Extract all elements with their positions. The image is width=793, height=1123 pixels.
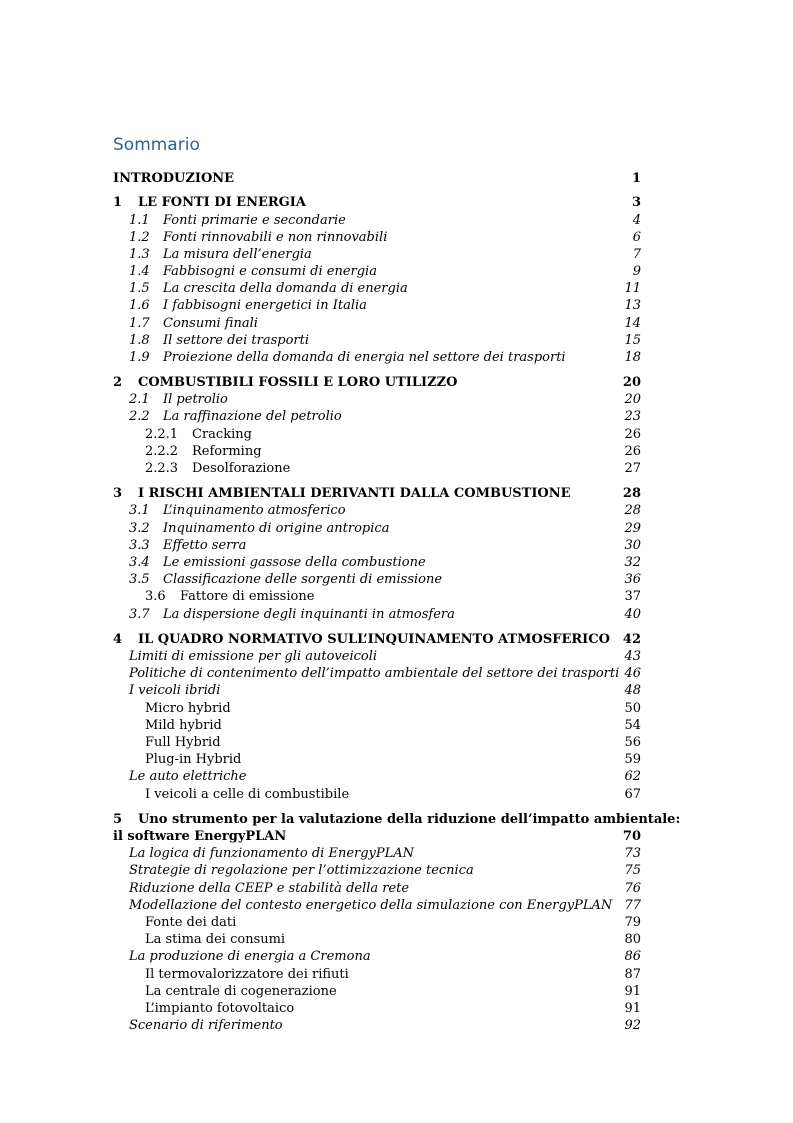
toc-entry-page: 1 [631, 171, 641, 186]
toc-entry-page: 9 [632, 264, 641, 279]
toc-entry-title: La centrale di cogenerazione [145, 984, 337, 999]
toc-entry-page: 62 [624, 769, 641, 784]
toc-entry[interactable] [113, 280, 641, 297]
toc-entry-number: 1.9 [129, 350, 150, 365]
toc-entry-page: 29 [624, 521, 641, 536]
toc-entry-page: 20 [622, 375, 641, 390]
toc-entry-page: 26 [624, 427, 641, 442]
toc-entry-title: Il settore dei trasporti [163, 333, 310, 348]
toc-entry-page: 42 [622, 632, 641, 647]
toc-entry-title: La dispersione degli inquinanti in atmosfera [163, 607, 455, 622]
toc-entry-page: 20 [624, 392, 641, 407]
toc-entry-page: 11 [624, 281, 641, 296]
toc-entry[interactable] [113, 751, 641, 768]
toc-entry-title: Limiti di emissione per gli autoveicoli [129, 649, 378, 664]
toc-entry[interactable] [113, 1017, 641, 1034]
toc-entry[interactable] [113, 717, 641, 734]
toc-entry-title: Desolforazione [192, 461, 291, 476]
toc-entry[interactable] [113, 700, 641, 717]
toc-entry-page: 43 [624, 649, 641, 664]
toc-entry[interactable] [113, 931, 641, 948]
toc-entry-page: 86 [624, 949, 641, 964]
toc-entry[interactable] [113, 443, 641, 460]
toc-entry[interactable] [113, 897, 641, 914]
toc-entry-title: I veicoli a celle di combustibile [145, 787, 350, 802]
toc-entry-page: 50 [624, 701, 641, 716]
toc-entry-title: LE FONTI DI ENERGIA [138, 195, 306, 210]
toc-entry[interactable] [113, 194, 641, 211]
toc-entry-number: 2.2.3 [145, 461, 179, 476]
toc-entry-title: IL QUADRO NORMATIVO SULL’INQUINAMENTO ATMOSFERICO [138, 632, 610, 647]
toc-entry-number: 1.1 [129, 213, 150, 228]
toc-entry-title: COMBUSTIBILI FOSSILI E LORO UTILIZZO [138, 375, 458, 390]
toc-entry[interactable] [113, 297, 641, 314]
toc-entry[interactable] [113, 606, 641, 623]
toc-entry[interactable] [113, 485, 641, 502]
toc-entry-title: La raffinazione del petrolio [163, 409, 342, 424]
toc-entry-page: 4 [632, 213, 641, 228]
toc-entry[interactable] [113, 983, 641, 1000]
toc-entry[interactable] [113, 914, 641, 931]
toc-entry[interactable] [113, 332, 641, 349]
toc-entry[interactable] [113, 862, 641, 879]
toc-entry-page: 54 [624, 718, 641, 733]
toc-entry[interactable] [113, 426, 641, 443]
toc-entry-title: Full Hybrid [145, 735, 221, 750]
toc-entry-page: 37 [624, 589, 641, 604]
toc-entry-title: Fonti primarie e secondarie [163, 213, 346, 228]
toc-entry-title: Le auto elettriche [129, 769, 247, 784]
toc-entry-title: Uno strumento per la valutazione della riduzione dell’impatto ambientale: [138, 812, 681, 827]
toc-entry-number: 3.2 [129, 521, 150, 536]
toc-entry-title: I veicoli ibridi [129, 683, 221, 698]
toc-entry[interactable] [113, 948, 641, 965]
toc-entry[interactable] [113, 588, 641, 605]
toc-entry[interactable] [113, 263, 641, 280]
toc-entry-page: 18 [624, 350, 641, 365]
toc-entry-page: 70 [622, 829, 641, 844]
toc-entry[interactable] [113, 631, 641, 648]
toc-entry-page: 13 [624, 298, 641, 313]
toc-entry-title: Fabbisogni e consumi di energia [163, 264, 377, 279]
toc-entry[interactable] [113, 460, 641, 477]
toc-entry-title: Classificazione delle sorgenti di emissione [163, 572, 443, 587]
toc-entry-page: 48 [624, 683, 641, 698]
toc-entry[interactable] [113, 537, 641, 554]
toc-entry-title: Reforming [192, 444, 262, 459]
toc-entry-title: Cracking [192, 427, 252, 442]
toc-entry-number: 3.6 [145, 589, 166, 604]
toc-entry-page: 92 [624, 1018, 641, 1033]
toc-entry-title: Proiezione della domanda di energia nel settore dei trasporti [163, 350, 566, 365]
toc-entry-page: 87 [624, 967, 641, 982]
toc-entry-title: Plug-in Hybrid [145, 752, 242, 767]
toc-entry-number: 5 [113, 812, 123, 827]
toc-entry[interactable] [113, 502, 641, 519]
toc-entry-page: 77 [624, 898, 641, 913]
toc-entry-title: Inquinamento di origine antropica [163, 521, 390, 536]
toc-entry-page: 76 [624, 881, 641, 896]
toc-entry-number: 2.2.1 [145, 427, 179, 442]
toc-entry[interactable] [113, 374, 641, 391]
toc-entry-page: 32 [624, 555, 641, 570]
toc-entry[interactable] [113, 1000, 641, 1017]
toc-entry-title: Scenario di riferimento [129, 1018, 283, 1033]
toc-entry-number: 3.7 [129, 607, 150, 622]
toc-entry[interactable] [113, 768, 641, 785]
toc-entry-page: 79 [624, 915, 641, 930]
toc-entry-page: 14 [624, 316, 641, 331]
page-title: Sommario [113, 135, 200, 155]
toc-entry-page: 6 [632, 230, 641, 245]
toc-entry[interactable] [113, 391, 641, 408]
toc-entry-title: Politiche di contenimento dell’impatto ambientale del settore dei trasporti [129, 666, 620, 681]
toc-entry[interactable] [113, 520, 641, 537]
toc-entry[interactable] [113, 554, 641, 571]
toc-entry-number: 1.8 [129, 333, 150, 348]
toc-entry-number: 1.6 [129, 298, 150, 313]
toc-entry[interactable] [113, 786, 641, 803]
toc-entry[interactable] [113, 966, 641, 983]
toc-entry-page: 15 [624, 333, 641, 348]
toc-entry[interactable] [113, 571, 641, 588]
toc-entry-title: Fattore di emissione [180, 589, 315, 604]
toc-entry-number: 1.7 [129, 316, 150, 331]
toc-entry-page: 91 [624, 984, 641, 999]
toc-entry-title: La stima dei consumi [145, 932, 286, 947]
toc-entry[interactable] [113, 229, 641, 246]
toc-entry-page: 30 [624, 538, 641, 553]
toc-entry[interactable] [113, 349, 641, 366]
toc-entry[interactable] [113, 648, 641, 665]
toc-entry-page: 23 [624, 409, 641, 424]
toc-entry[interactable] [113, 734, 641, 751]
toc-entry-title: Fonte dei dati [145, 915, 237, 930]
toc-entry-title: Modellazione del contesto energetico della simulazione con EnergyPLAN [129, 898, 613, 913]
toc-entry-title: I RISCHI AMBIENTALI DERIVANTI DALLA COMBUSTIONE [138, 486, 571, 501]
toc-entry-title: L’impianto fotovoltaico [145, 1001, 295, 1016]
toc-entry[interactable] [113, 828, 641, 845]
toc-entry[interactable] [113, 170, 641, 187]
toc-entry-title: L’inquinamento atmosferico [163, 503, 346, 518]
toc-entry-title: La logica di funzionamento di EnergyPLAN [129, 846, 415, 861]
toc-entry-title: Strategie di regolazione per l’ottimizzazione tecnica [129, 863, 474, 878]
toc-entry-title: I fabbisogni energetici in Italia [163, 298, 367, 313]
toc-entry-number: 2.2.2 [145, 444, 179, 459]
toc-entry-page: 28 [622, 486, 641, 501]
toc-entry[interactable] [113, 880, 641, 897]
toc-entry-page: 28 [624, 503, 641, 518]
toc-entry-page: 80 [624, 932, 641, 947]
toc-entry-page: 73 [624, 846, 641, 861]
toc-entry[interactable] [113, 212, 641, 229]
toc-entry-number: 1.5 [129, 281, 150, 296]
toc-entry-title: Effetto serra [163, 538, 247, 553]
toc-entry[interactable] [113, 682, 641, 699]
toc-entry-page: 59 [624, 752, 641, 767]
toc-entry-title: Il petrolio [163, 392, 228, 407]
toc-entry-page: 36 [624, 572, 641, 587]
toc-entry-page: 91 [624, 1001, 641, 1016]
toc-entry-number: 3.5 [129, 572, 150, 587]
toc-entry-number: 1.3 [129, 247, 150, 262]
toc-entry-page: 56 [624, 735, 641, 750]
toc-entry-title: La crescita della domanda di energia [163, 281, 408, 296]
toc-entry-title: Le emissioni gassose della combustione [163, 555, 426, 570]
toc-entry-number: 1.4 [129, 264, 150, 279]
toc-entry-page: 27 [624, 461, 641, 476]
toc-entry-number: 3 [113, 486, 123, 501]
toc-entry-number: 2.1 [129, 392, 150, 407]
toc-entry[interactable] [113, 811, 681, 828]
toc-entry[interactable] [113, 845, 641, 862]
toc-entry-page: 40 [624, 607, 641, 622]
toc-entry[interactable] [113, 665, 641, 682]
toc-entry[interactable] [113, 315, 641, 332]
toc-entry-title: La misura dell’energia [163, 247, 312, 262]
toc-entry-title: Il termovalorizzatore dei rifiuti [145, 967, 349, 982]
toc-entry-page: 67 [624, 787, 641, 802]
toc-entry[interactable] [113, 408, 641, 425]
toc-entry-title: il software EnergyPLAN [113, 829, 287, 844]
toc-entry-page: 46 [624, 666, 641, 681]
toc-entry-number: 4 [113, 632, 123, 647]
toc-entry-title: Fonti rinnovabili e non rinnovabili [163, 230, 388, 245]
toc-entry-page: 7 [632, 247, 641, 262]
toc-entry-number: 2.2 [129, 409, 150, 424]
toc-entry-number: 1 [113, 195, 123, 210]
toc-entry-number: 3.1 [129, 503, 150, 518]
toc-entry-number: 1.2 [129, 230, 150, 245]
toc-entry-page: 3 [631, 195, 641, 210]
toc-entry-title: La produzione di energia a Cremona [129, 949, 371, 964]
toc-entry-title: Riduzione della CEEP e stabilità della rete [129, 881, 410, 896]
toc-entry-number: 3.4 [129, 555, 150, 570]
toc-entry-number: 2 [113, 375, 123, 390]
toc-entry-title: Micro hybrid [145, 701, 231, 716]
toc-entry-page: 26 [624, 444, 641, 459]
toc-entry-title: Consumi finali [163, 316, 258, 331]
toc-entry-number: 3.3 [129, 538, 150, 553]
toc-entry[interactable] [113, 246, 641, 263]
toc-entry-title: Mild hybrid [145, 718, 222, 733]
toc-entry-page: 75 [624, 863, 641, 878]
toc-entry-title: INTRODUZIONE [113, 171, 235, 186]
